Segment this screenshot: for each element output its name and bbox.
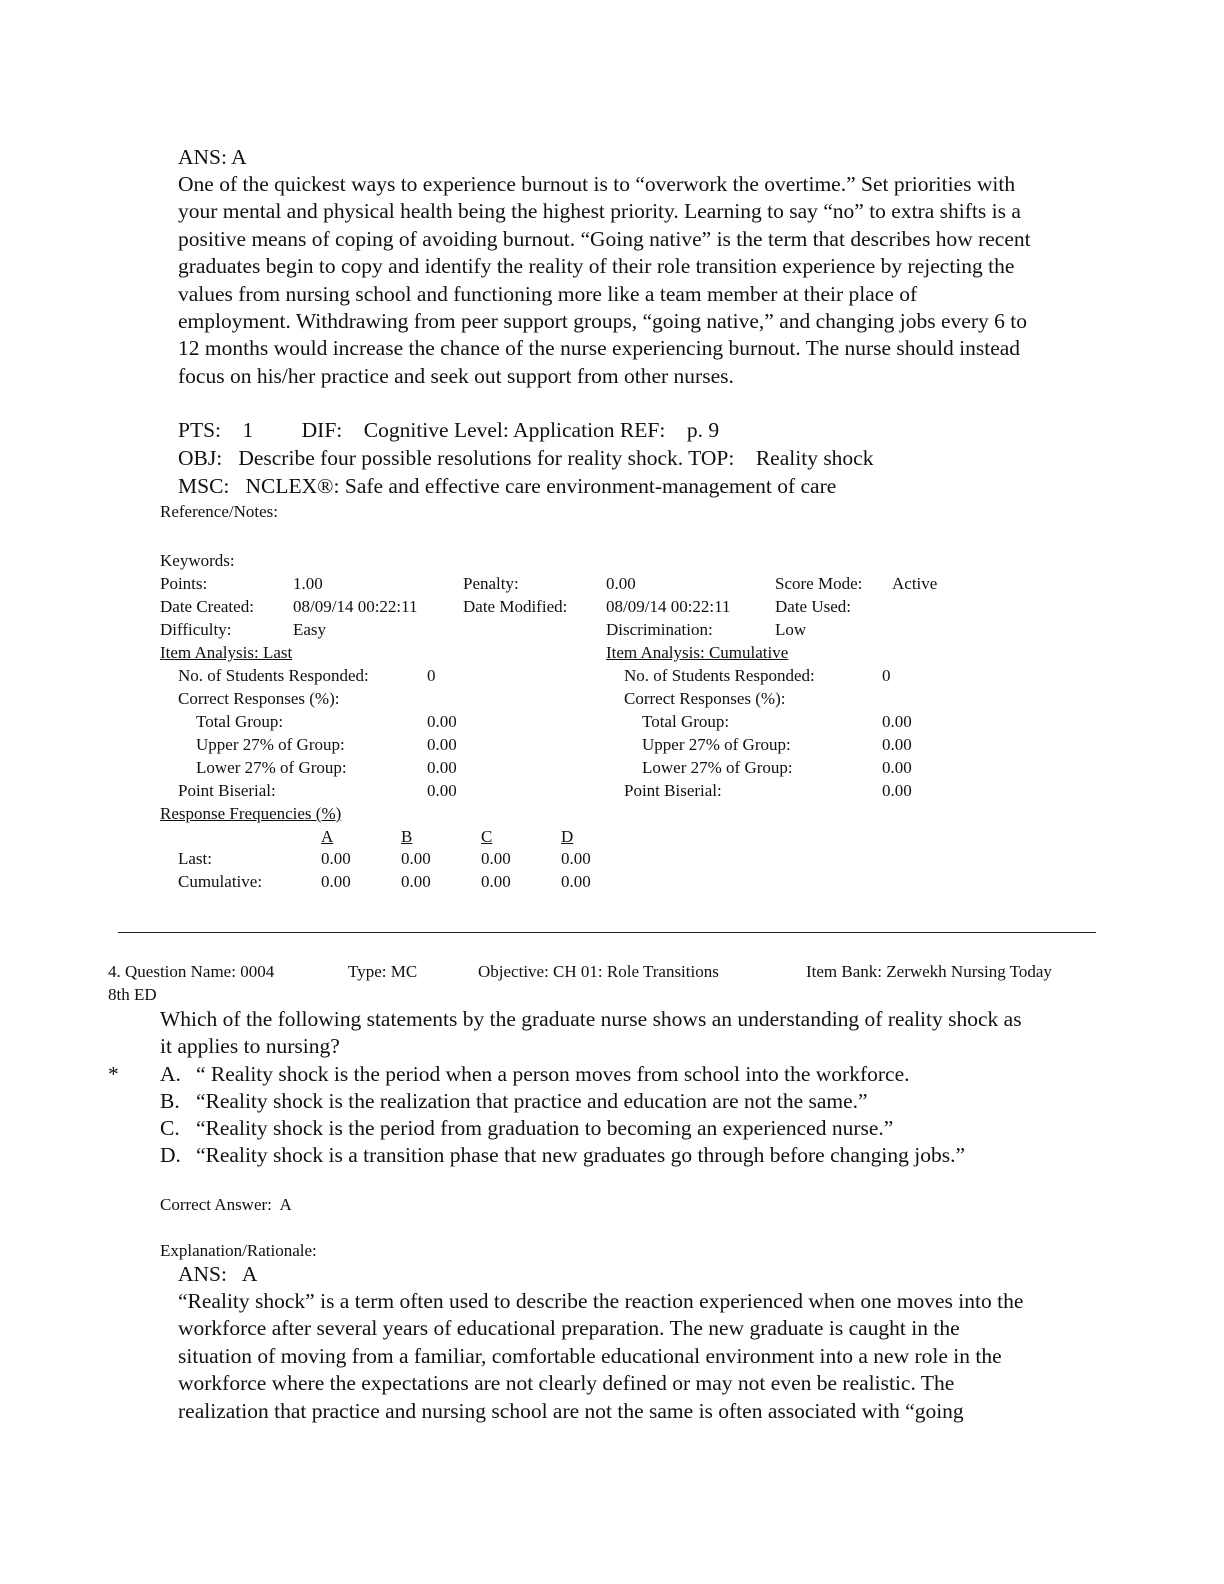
date-used-label: Date Used: — [775, 597, 852, 616]
rationale-line: realization that practice and nursing school are not the same is often associated with “going — [178, 1398, 964, 1423]
prev-rationale — [178, 171, 1118, 390]
freq-cum-d: 0.00 — [561, 872, 591, 891]
last-biserial-label: Point Biserial: — [178, 781, 276, 800]
rationale-line: situation of moving from a familiar, comfortable educational environment into a new role in the — [178, 1343, 1002, 1368]
cum-students-label: No. of Students Responded: — [624, 666, 815, 685]
rationale-line: graduates begin to copy and identify the reality of their role transition experience by rejecting the — [178, 254, 1015, 279]
response-frequencies-heading: Response Frequencies (%) — [160, 804, 342, 823]
last-upper-value: 0.00 — [427, 735, 457, 754]
meta-obj-top: OBJ: Describe four possible resolutions for reality shock. TOP: Reality shock — [178, 446, 874, 470]
freq-cum-c: 0.00 — [481, 872, 511, 891]
date-modified-label: Date Modified: — [463, 597, 568, 616]
rationale-line: focus on his/her practice and seek out support from other nurses. — [178, 363, 734, 388]
cum-upper-value: 0.00 — [882, 735, 912, 754]
cum-correct-label: Correct Responses (%): — [624, 689, 786, 708]
last-students-label: No. of Students Responded: — [178, 666, 369, 685]
last-upper-label: Upper 27% of Group: — [196, 735, 345, 754]
correct-answer: Correct Answer: A — [160, 1195, 292, 1214]
cum-upper-label: Upper 27% of Group: — [642, 735, 791, 754]
freq-col-d: D — [561, 827, 574, 846]
question-objective: Objective: CH 01: Role Transitions — [478, 962, 719, 981]
date-created-label: Date Created: — [160, 597, 254, 616]
freq-last-a: 0.00 — [321, 849, 351, 868]
option-letter-b: B. — [160, 1089, 180, 1113]
last-biserial-value: 0.00 — [427, 781, 457, 800]
meta-pts-dif-ref: PTS: 1 DIF: Cognitive Level: Application REF: p. 9 — [178, 418, 720, 442]
question-rationale — [178, 1288, 1118, 1425]
freq-col-c: C — [481, 827, 493, 846]
question-item-bank: Item Bank: Zerwekh Nursing Today — [806, 962, 1052, 981]
separator-rule — [118, 932, 1096, 933]
rationale-line: workforce where the expectations are not clearly defined or may not even be realistic. The — [178, 1371, 955, 1396]
discrimination-value: Low — [775, 620, 807, 639]
freq-last-d: 0.00 — [561, 849, 591, 868]
cum-biserial-value: 0.00 — [882, 781, 912, 800]
keywords-label: Keywords: — [160, 551, 235, 570]
freq-cum-b: 0.00 — [401, 872, 431, 891]
last-students-value: 0 — [427, 666, 436, 685]
option-text-b: “Reality shock is the realization that practice and education are not the same.” — [196, 1089, 868, 1113]
freq-last-b: 0.00 — [401, 849, 431, 868]
last-lower-value: 0.00 — [427, 758, 457, 777]
rationale-line: employment. Withdrawing from peer support groups, “going native,” and changing jobs every 6 to — [178, 309, 1027, 334]
cum-students-value: 0 — [882, 666, 891, 685]
discrimination-label: Discrimination: — [606, 620, 713, 639]
cum-total-value: 0.00 — [882, 712, 912, 731]
question-stem-line: it applies to nursing? — [160, 1034, 340, 1058]
item-analysis-last-heading: Item Analysis: Last — [160, 643, 293, 662]
rationale-line: values from nursing school and functioning more like a team member at their place of — [178, 281, 918, 306]
option-text-d: “Reality shock is a transition phase that new graduates go through before changing jobs.” — [196, 1143, 966, 1167]
rationale-line: “Reality shock” is a term often used to describe the reaction experienced when one moves into the — [178, 1289, 1024, 1313]
question-type: Type: MC — [348, 962, 418, 981]
points-label: Points: — [160, 574, 208, 593]
prev-ans-line: ANS: A — [178, 145, 247, 169]
reference-notes-label: Reference/Notes: — [160, 502, 278, 521]
freq-last-label: Last: — [178, 849, 212, 868]
rationale-line: 12 months would increase the chance of the nurse experiencing burnout. The nurse should instead — [178, 336, 1021, 361]
freq-last-c: 0.00 — [481, 849, 511, 868]
last-total-value: 0.00 — [427, 712, 457, 731]
option-letter-a: A. — [160, 1062, 181, 1086]
correct-answer-marker: * — [108, 1062, 119, 1086]
last-correct-label: Correct Responses (%): — [178, 689, 340, 708]
option-text-c: “Reality shock is the period from graduation to becoming an experienced nurse.” — [196, 1116, 894, 1140]
option-letter-d: D. — [160, 1143, 181, 1167]
item-analysis-cumulative-heading: Item Analysis: Cumulative — [606, 643, 789, 662]
question-item-bank-cont: 8th ED — [108, 985, 157, 1004]
freq-cumulative-label: Cumulative: — [178, 872, 263, 891]
cum-biserial-label: Point Biserial: — [624, 781, 722, 800]
penalty-label: Penalty: — [463, 574, 519, 593]
difficulty-value: Easy — [293, 620, 327, 639]
difficulty-label: Difficulty: — [160, 620, 232, 639]
question-stem-line: Which of the following statements by the graduate nurse shows an understanding of reality shock as — [160, 1007, 1022, 1031]
freq-col-b: B — [401, 827, 413, 846]
option-text-a: “ Reality shock is the period when a person moves from school into the workforce. — [196, 1062, 910, 1086]
question-ans-line: ANS: A — [178, 1262, 258, 1286]
date-modified-value: 08/09/14 00:22:11 — [606, 597, 731, 616]
rationale-line: One of the quickest ways to experience burnout is to “overwork the overtime.” Set priorities with — [178, 172, 1016, 196]
penalty-value: 0.00 — [606, 574, 636, 593]
points-value: 1.00 — [293, 574, 323, 593]
rationale-line: positive means of coping of avoiding burnout. “Going native” is the term that describes how recent — [178, 226, 1031, 251]
last-total-label: Total Group: — [196, 712, 284, 731]
freq-col-a: A — [321, 827, 334, 846]
cum-lower-value: 0.00 — [882, 758, 912, 777]
cum-total-label: Total Group: — [642, 712, 730, 731]
question-name: 4. Question Name: 0004 — [108, 962, 275, 981]
explanation-label: Explanation/Rationale: — [160, 1241, 317, 1260]
rationale-line: your mental and physical health being the highest priority. Learning to say “no” to extra shifts is a — [178, 199, 1021, 224]
option-letter-c: C. — [160, 1116, 180, 1140]
score-mode-label: Score Mode: — [775, 574, 863, 593]
last-lower-label: Lower 27% of Group: — [196, 758, 347, 777]
cum-lower-label: Lower 27% of Group: — [642, 758, 793, 777]
date-created-value: 08/09/14 00:22:11 — [293, 597, 418, 616]
score-mode-value: Active — [892, 574, 938, 593]
freq-cum-a: 0.00 — [321, 872, 351, 891]
rationale-line: workforce after several years of educational preparation. The new graduate is caught in the — [178, 1316, 960, 1341]
meta-msc: MSC: NCLEX®: Safe and effective care environment-management of care — [178, 474, 837, 498]
